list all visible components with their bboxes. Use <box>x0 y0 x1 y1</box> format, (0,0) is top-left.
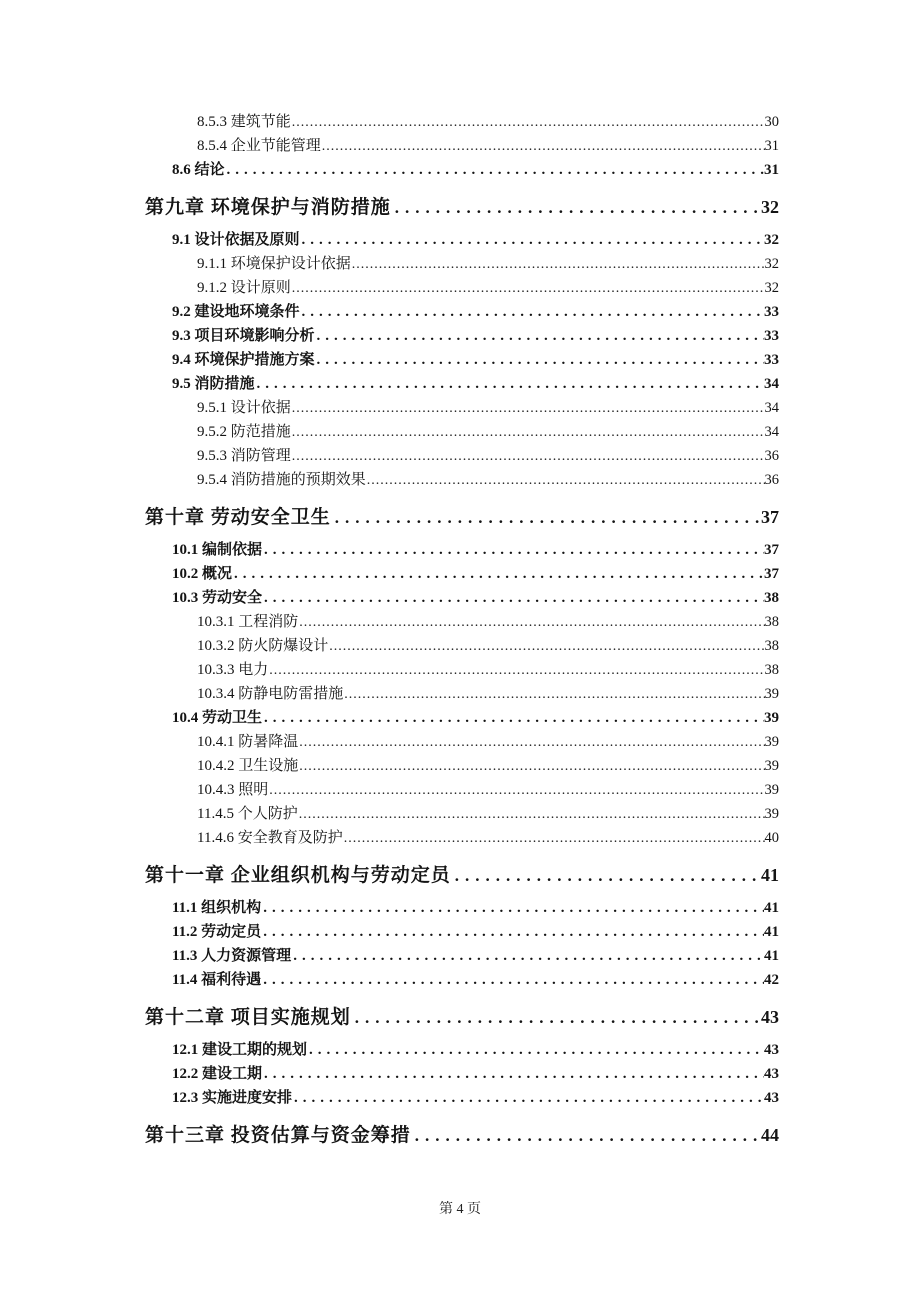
dot-leader <box>268 783 764 799</box>
toc-entry-title: 9.4 环境保护措施方案 <box>172 352 315 368</box>
dot-leader <box>411 1126 761 1146</box>
toc-entry-title: 9.1.1 环境保护设计依据 <box>197 256 351 272</box>
dot-leader <box>307 1042 764 1059</box>
toc-entry-page-number: 41 <box>761 865 779 885</box>
dot-leader <box>300 304 764 321</box>
toc-entry-title: 10.3.1 工程消防 <box>197 614 299 630</box>
dot-leader <box>391 198 761 218</box>
dot-leader <box>315 328 764 345</box>
dot-leader <box>262 590 764 607</box>
toc-entry[interactable] <box>145 228 779 252</box>
toc-entry[interactable] <box>145 1038 779 1062</box>
toc-entry-page-number: 37 <box>761 507 779 527</box>
dot-leader <box>291 948 764 965</box>
toc-entry[interactable] <box>145 730 779 754</box>
dot-leader <box>298 807 765 823</box>
toc-entry-title: 第十一章 企业组织机构与劳动定员 <box>145 865 451 886</box>
toc-chapter-entry[interactable] <box>145 860 779 886</box>
toc-entry-page-number: 38 <box>764 614 779 630</box>
toc-entry-title: 10.4 劳动卫生 <box>172 710 263 726</box>
dot-leader <box>291 449 765 465</box>
toc-entry[interactable] <box>145 348 779 372</box>
toc-entry-title: 10.3.3 电力 <box>197 662 269 678</box>
toc-entry[interactable] <box>145 300 779 324</box>
toc-entry-page-number: 39 <box>764 710 779 726</box>
toc-entry-page-number: 32 <box>761 197 779 217</box>
dot-leader <box>331 508 761 528</box>
toc-chapter-entry[interactable] <box>145 1120 779 1146</box>
toc-entry[interactable] <box>145 920 779 944</box>
toc-entry-page-number: 38 <box>764 638 779 654</box>
toc-entry[interactable] <box>145 276 779 300</box>
dot-leader <box>255 376 764 393</box>
toc-chapter-entry[interactable] <box>145 502 779 528</box>
toc-entry[interactable] <box>145 634 779 658</box>
toc-entry-title: 11.4.5 个人防护 <box>197 806 298 822</box>
toc-entry-page-number: 36 <box>764 472 779 488</box>
toc-chapter-entry[interactable] <box>145 1002 779 1028</box>
dot-leader <box>298 759 764 775</box>
toc-entry-page-number: 43 <box>764 1090 779 1106</box>
toc-entry-page-number: 34 <box>764 424 779 440</box>
dot-leader <box>291 281 765 297</box>
toc-entry-title: 10.4.1 防暑降温 <box>197 734 299 750</box>
toc-entry-page-number: 39 <box>764 782 779 798</box>
toc-entry-page-number: 42 <box>764 972 779 988</box>
toc-entry[interactable] <box>145 944 779 968</box>
dot-leader <box>298 615 764 631</box>
toc-entry-title: 11.4.6 安全教育及防护 <box>197 830 343 846</box>
dot-leader <box>343 831 765 847</box>
toc-entry[interactable] <box>145 562 779 586</box>
dot-leader <box>292 1090 764 1107</box>
toc-entry[interactable] <box>145 610 779 634</box>
toc-entry[interactable] <box>145 110 779 134</box>
toc-entry-page-number: 41 <box>764 900 779 916</box>
toc-entry-title: 第十三章 投资估算与资金筹措 <box>145 1125 411 1146</box>
dot-leader <box>328 639 764 655</box>
toc-entry-page-number: 37 <box>764 566 779 582</box>
dot-leader <box>343 687 764 703</box>
page-footer <box>0 1198 920 1218</box>
toc-entry[interactable] <box>145 706 779 730</box>
toc-entry[interactable] <box>145 754 779 778</box>
toc-entry-page-number: 37 <box>764 542 779 558</box>
toc-entry-title: 9.5.3 消防管理 <box>197 448 291 464</box>
toc-entry-page-number: 32 <box>764 256 779 272</box>
toc-entry-title: 12.2 建设工期 <box>172 1066 263 1082</box>
toc-entry[interactable] <box>145 158 779 182</box>
toc-entry-title: 第十二章 项目实施规划 <box>145 1007 351 1028</box>
toc-entry-title: 11.4 福利待遇 <box>172 972 262 988</box>
toc-entry-title: 9.5 消防措施 <box>172 376 255 392</box>
toc-entry[interactable] <box>145 826 779 850</box>
table-of-contents <box>145 110 779 1156</box>
dot-leader <box>225 162 764 179</box>
toc-entry[interactable] <box>145 396 779 420</box>
dot-leader <box>232 566 764 583</box>
toc-entry[interactable] <box>145 324 779 348</box>
dot-leader <box>291 401 765 417</box>
toc-entry-title: 9.5.1 设计依据 <box>197 400 291 416</box>
toc-entry[interactable] <box>145 1086 779 1110</box>
toc-entry-page-number: 33 <box>764 352 779 368</box>
dot-leader <box>298 735 764 751</box>
toc-entry-page-number: 33 <box>764 304 779 320</box>
toc-entry-title: 8.6 结论 <box>172 162 225 178</box>
toc-entry-title: 第十章 劳动安全卫生 <box>145 507 331 528</box>
toc-entry-page-number: 36 <box>764 448 779 464</box>
toc-entry[interactable] <box>145 896 779 920</box>
toc-entry-title: 10.4.2 卫生设施 <box>197 758 299 774</box>
toc-entry-page-number: 32 <box>764 232 779 248</box>
toc-entry-title: 11.3 人力资源管理 <box>172 948 292 964</box>
toc-entry-page-number: 39 <box>764 686 779 702</box>
toc-entry[interactable] <box>145 372 779 396</box>
toc-entry-page-number: 34 <box>764 400 779 416</box>
toc-entry[interactable] <box>145 802 779 826</box>
toc-entry-page-number: 33 <box>764 328 779 344</box>
page-number-label: 第 4 页 <box>439 1202 481 1217</box>
toc-entry-title: 9.2 建设地环境条件 <box>172 304 300 320</box>
toc-entry-page-number: 44 <box>761 1125 779 1145</box>
toc-entry-page-number: 30 <box>764 114 779 130</box>
dot-leader <box>291 115 765 131</box>
toc-entry-page-number: 31 <box>764 138 779 154</box>
dot-leader <box>315 352 764 369</box>
toc-entry-title: 10.3.2 防火防爆设计 <box>197 638 329 654</box>
toc-entry[interactable] <box>145 420 779 444</box>
toc-entry[interactable] <box>145 444 779 468</box>
toc-entry-title: 12.1 建设工期的规划 <box>172 1042 308 1058</box>
toc-entry-title: 9.1 设计依据及原则 <box>172 232 300 248</box>
toc-entry-title: 10.1 编制依据 <box>172 542 263 558</box>
toc-entry-title: 10.4.3 照明 <box>197 782 269 798</box>
toc-entry-page-number: 38 <box>764 662 779 678</box>
toc-entry-page-number: 40 <box>764 830 779 846</box>
toc-entry[interactable] <box>145 134 779 158</box>
dot-leader <box>451 866 761 886</box>
toc-entry-page-number: 39 <box>764 806 779 822</box>
dot-leader <box>291 425 765 441</box>
toc-entry-title: 第九章 环境保护与消防措施 <box>145 197 391 218</box>
dot-leader <box>261 924 764 941</box>
dot-leader <box>262 542 764 559</box>
toc-entry-page-number: 43 <box>761 1007 779 1027</box>
dot-leader <box>351 257 765 273</box>
toc-entry[interactable] <box>145 658 779 682</box>
toc-entry[interactable] <box>145 968 779 992</box>
toc-entry-page-number: 39 <box>764 734 779 750</box>
toc-entry[interactable] <box>145 468 779 492</box>
toc-entry-page-number: 31 <box>764 162 779 178</box>
toc-entry-page-number: 43 <box>764 1066 779 1082</box>
toc-entry-page-number: 41 <box>764 948 779 964</box>
toc-entry-title: 11.1 组织机构 <box>172 900 262 916</box>
dot-leader <box>366 473 765 489</box>
dot-leader <box>268 663 764 679</box>
toc-entry-title: 10.2 概况 <box>172 566 233 582</box>
toc-entry-title: 10.3 劳动安全 <box>172 590 263 606</box>
dot-leader <box>261 972 764 989</box>
toc-entry-title: 9.3 项目环境影响分析 <box>172 328 315 344</box>
toc-entry-title: 10.3.4 防静电防雷措施 <box>197 686 344 702</box>
toc-entry-title: 9.5.4 消防措施的预期效果 <box>197 472 366 488</box>
dot-leader <box>261 900 764 917</box>
dot-leader <box>321 139 765 155</box>
toc-entry-page-number: 39 <box>764 758 779 774</box>
toc-entry[interactable] <box>145 682 779 706</box>
dot-leader <box>262 1066 764 1083</box>
toc-chapter-entry[interactable] <box>145 192 779 218</box>
toc-entry-title: 8.5.4 企业节能管理 <box>197 138 321 154</box>
toc-entry-title: 9.1.2 设计原则 <box>197 280 291 296</box>
toc-entry-page-number: 41 <box>764 924 779 940</box>
toc-entry[interactable] <box>145 778 779 802</box>
toc-entry-title: 9.5.2 防范措施 <box>197 424 291 440</box>
toc-entry[interactable] <box>145 586 779 610</box>
toc-entry-title: 8.5.3 建筑节能 <box>197 114 291 130</box>
toc-entry[interactable] <box>145 252 779 276</box>
toc-entry-page-number: 34 <box>764 376 779 392</box>
toc-entry-page-number: 43 <box>764 1042 779 1058</box>
toc-entry[interactable] <box>145 538 779 562</box>
dot-leader <box>262 710 764 727</box>
toc-entry-page-number: 32 <box>764 280 779 296</box>
dot-leader <box>351 1008 761 1028</box>
toc-entry[interactable] <box>145 1062 779 1086</box>
toc-entry-title: 12.3 实施进度安排 <box>172 1090 293 1106</box>
dot-leader <box>300 232 764 249</box>
toc-entry-title: 11.2 劳动定员 <box>172 924 262 940</box>
toc-entry-page-number: 38 <box>764 590 779 606</box>
